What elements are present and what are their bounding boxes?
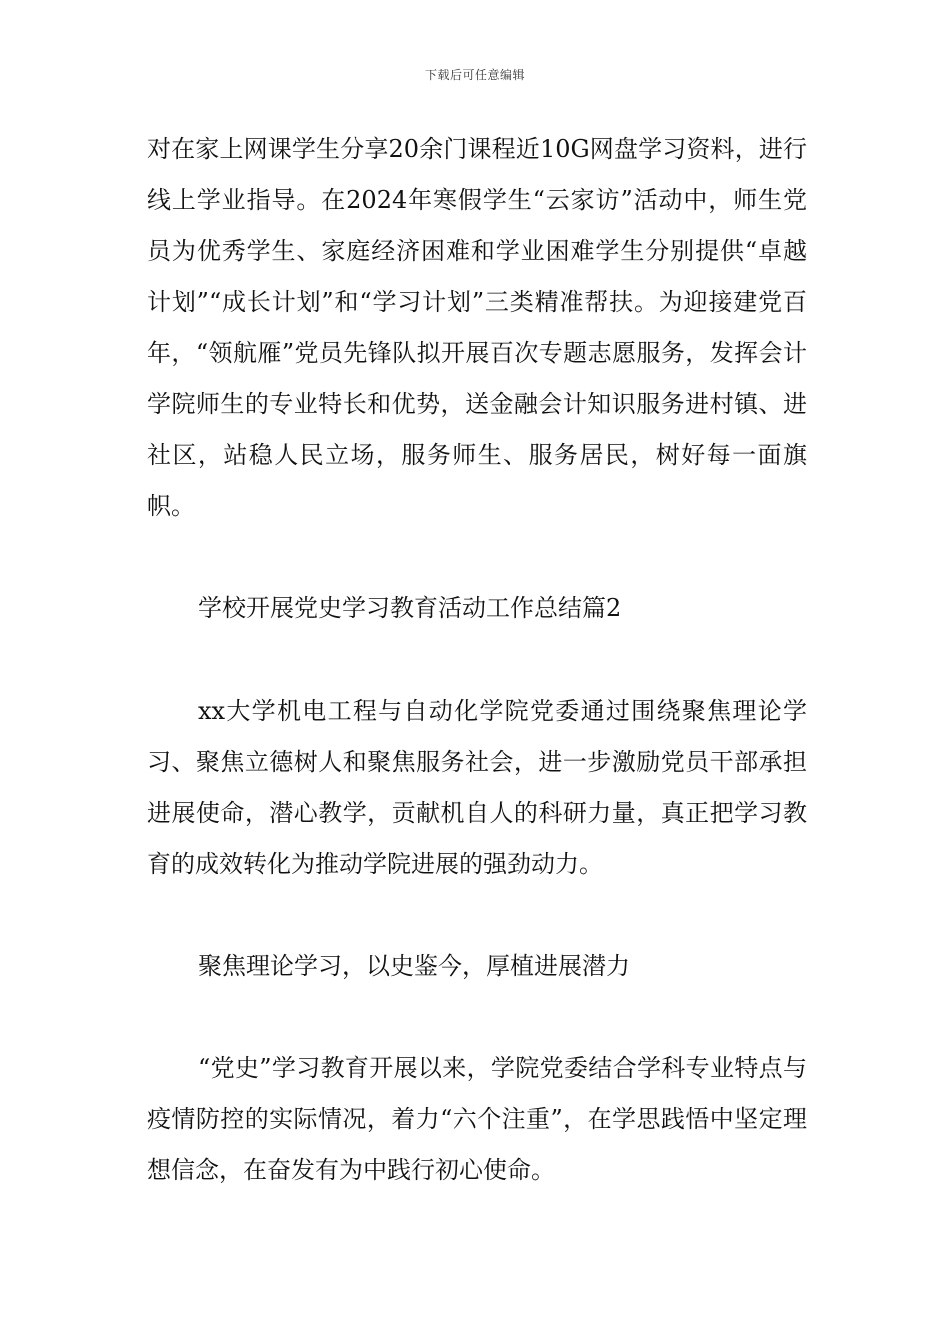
subsection-heading: 聚焦理论学习，以史鉴今，厚植进展潜力: [198, 952, 630, 980]
paragraph-2: xx大学机电工程与自动化学院党委通过围绕聚焦理论学习、聚焦立德树人和聚焦服务社会，进一步激励党员干部承担进展使命，潜心教学，贡献机自人的科研力量，真正把学习教育的成效转化为推动学院进展的强劲动力。: [147, 697, 807, 878]
paragraph-3: “党史”学习教育开展以来，学院党委结合学科专业特点与疫情防控的实际情况，着力“六个注重”，在学思践悟中坚定理想信念，在奋发有为中践行初心使命。: [147, 1054, 807, 1184]
document-body: [147, 124, 807, 1247]
paragraph-1: 对在家上网课学生分享20余门课程近10G网盘学习资料，进行线上学业指导。在2024年寒假学生“云家访”活动中，师生党员为优秀学生、家庭经济困难和学业困难学生分别提供“卓越计划”“成长计划”和“学习计划”三类精准帮扶。为迎接建党百年，“领航雁”党员先锋队拟开展百次专题志愿服务，发挥会计学院师生的专业特长和优势，送金融会计知识服务进村镇、进社区，站稳人民立场，服务师生、服务居民，树好每一面旗帜。: [147, 135, 807, 520]
page-header-note: 下载后可任意编辑: [424, 68, 525, 82]
section-title: 学校开展党史学习教育活动工作总结篇2: [198, 594, 622, 622]
